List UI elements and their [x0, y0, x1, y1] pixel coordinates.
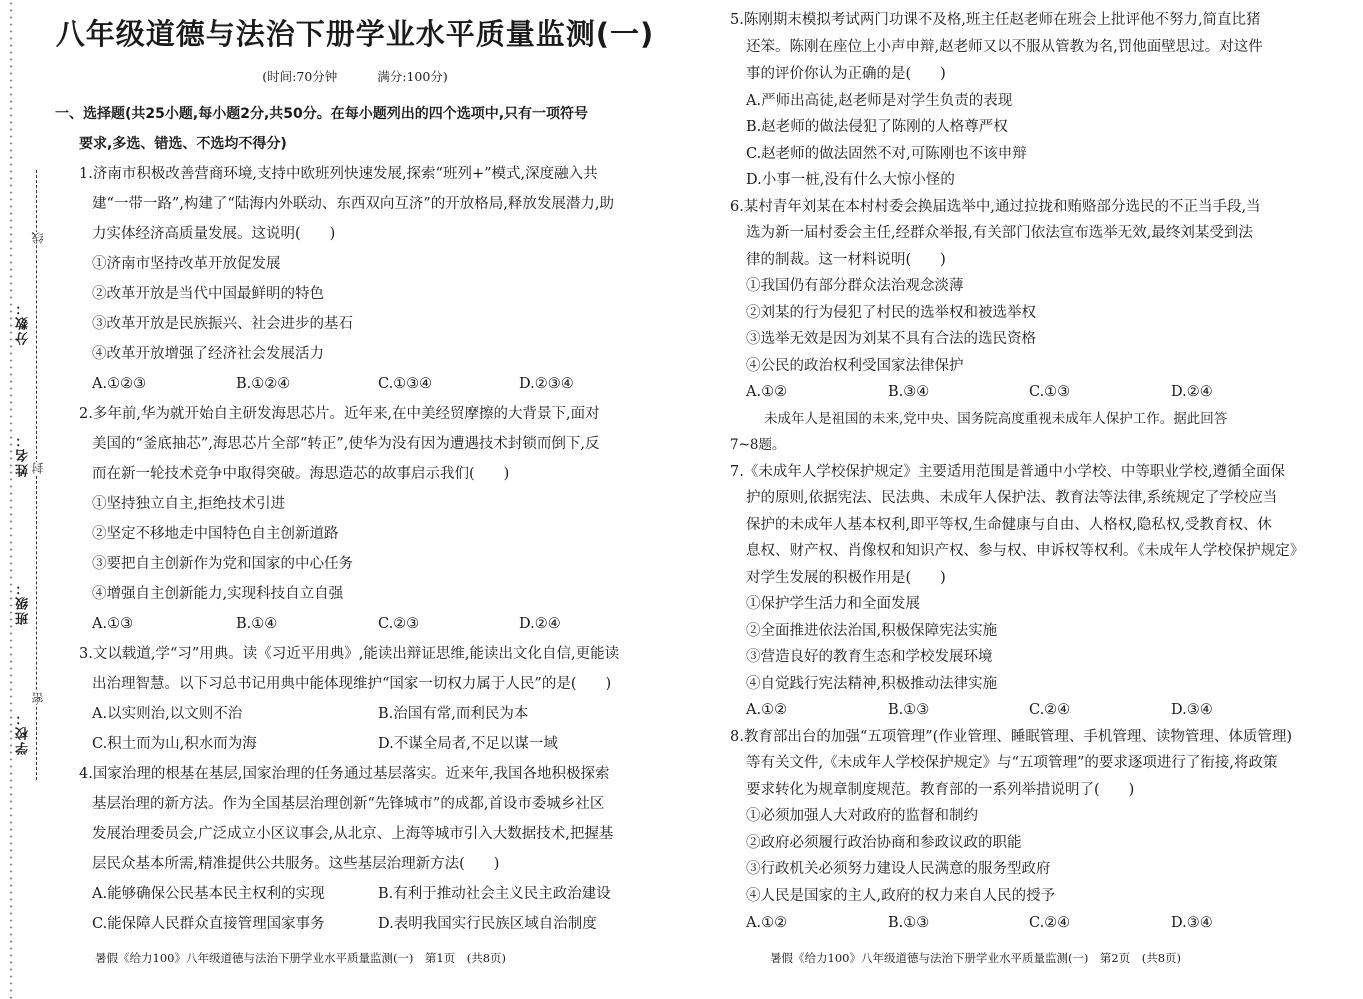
binding-dots — [6, 0, 16, 999]
seal-mark-xian: 线 — [31, 232, 45, 244]
question-text: 8.教育部出台的加强“五项管理”(作业管理、睡眠管理、手机管理、读物管理、体质管理) — [730, 729, 1292, 745]
seal-mark-mi: 密 — [31, 692, 45, 704]
score-field-label: 分数： — [16, 300, 31, 345]
choice-a[interactable]: A.以实则治,以文则不治 — [92, 706, 243, 722]
question-text: 息权、财产权、肖像权和知识产权、参与权、申诉权等权利。《未成年人学校保护规定》 — [746, 543, 1305, 559]
school-field-label: 学校： — [16, 710, 31, 755]
class-field-label: 班级： — [16, 580, 31, 625]
answer-choices — [92, 374, 652, 394]
statement-3: ③行政机关必须努力建设人民满意的服务型政府 — [746, 861, 1051, 877]
choice-a[interactable]: A.①② — [746, 915, 788, 931]
full-score: 满分:100分) — [377, 69, 448, 84]
exam-subtitle — [55, 67, 655, 85]
choice-c[interactable]: C.②③ — [378, 616, 420, 632]
question-text: 等有关文件,《未成年人学校保护规定》与“五项管理”的要求逐项进行了衔接,将政策 — [746, 755, 1278, 771]
statement-3: ③改革开放是民族振兴、社会进步的基石 — [92, 316, 353, 332]
question-text: 3.文以载道,学“习”用典。读《习近平用典》,能读出辩证思维,能读出文化自信,更能读 — [79, 646, 620, 662]
choice-a[interactable]: A.①② — [746, 384, 788, 400]
choice-a[interactable]: A.①② — [746, 702, 788, 718]
choice-d[interactable]: D.表明我国实行民族区域自治制度 — [378, 916, 597, 932]
question-text: 6.某村青年刘某在本村村委会换届选举中,通过拉拢和贿赂部分选民的不正当手段,当 — [730, 199, 1261, 215]
seal-mark-feng: 封 — [31, 462, 45, 474]
choice-d[interactable]: D.③④ — [1171, 915, 1213, 931]
choice-b[interactable]: B.①③ — [888, 915, 930, 931]
choice-b[interactable]: B.治国有常,而利民为本 — [378, 706, 529, 722]
question-text: 保护的未成年人基本权利,即平等权,生命健康与自由、人格权,隐私权,受教育权、休 — [746, 517, 1272, 533]
material-intro-cont: 7~8题。 — [730, 437, 786, 453]
choice-b[interactable]: B.①④ — [236, 616, 278, 632]
answer-choices — [92, 614, 652, 634]
question-text: 还笨。陈刚在座位上小声申辩,赵老师又以不服从管教为名,罚他面壁思过。对这件 — [746, 39, 1263, 55]
choice-c[interactable]: C.②④ — [1029, 702, 1071, 718]
choice-c[interactable]: C.②④ — [1029, 915, 1071, 931]
question-text: 5.陈刚期末模拟考试两门功课不及格,班主任赵老师在班会上批评他不努力,简直比猪 — [730, 12, 1261, 28]
question-text: 1.济南市积极改善营商环境,支持中欧班列快速发展,探索“班列+”模式,深度融入共 — [79, 166, 598, 182]
material-intro: 未成年人是祖国的未来,党中央、国务院高度重视未成年人保护工作。据此回答 — [764, 411, 1228, 427]
statement-1: ①保护学生活力和全面发展 — [746, 596, 920, 612]
question-text: 发展治理委员会,广泛成立小区议事会,从北京、上海等城市引入大数据技术,把握基 — [92, 826, 614, 842]
statement-1: ①坚持独立自主,拒绝技术引进 — [92, 496, 286, 512]
statement-3: ③营造良好的教育生态和学校发展环境 — [746, 649, 993, 665]
statement-1: ①必须加强人大对政府的监督和制约 — [746, 808, 978, 824]
page-footer: 暑假《给力100》八年级道德与法治下册学业水平质量监测(一) 第1页 (共8页) — [95, 951, 507, 965]
statement-2: ②全面推进依法治国,积极保障宪法实施 — [746, 623, 998, 639]
statement-4: ④人民是国家的主人,政府的权力来自人民的授予 — [746, 888, 1056, 904]
statement-4: ④自觉践行宪法精神,积极推动法律实施 — [746, 676, 998, 692]
statement-4: ④公民的政治权利受国家法律保护 — [746, 358, 964, 374]
statement-2: ②坚定不移地走中国特色自主创新道路 — [92, 526, 339, 542]
choice-b[interactable]: B.有利于推动社会主义民主政治建设 — [378, 886, 611, 902]
answer-choices — [92, 914, 652, 934]
question-text: 层民众基本所需,精准提供公共服务。这些基层治理新方法( ) — [92, 856, 500, 872]
choice-c[interactable]: C.①③④ — [378, 376, 433, 392]
statement-3: ③选举无效是因为刘某不具有合法的选民资格 — [746, 331, 1036, 347]
choice-d[interactable]: D.②④ — [1171, 384, 1213, 400]
choice-b[interactable]: B.赵老师的做法侵犯了陈刚的人格尊严权 — [746, 119, 1008, 135]
question-text: 建“一带一路”,构建了“陆海内外联动、东西双向互济”的开放格局,释放发展潜力,助 — [92, 196, 614, 212]
choice-d[interactable]: D.不谋全局者,不足以谋一域 — [378, 736, 558, 752]
binding-strip — [0, 0, 48, 999]
answer-choices — [746, 700, 1306, 720]
statement-2: ②政府必须履行政治协商和参政议政的职能 — [746, 835, 1022, 851]
choice-a[interactable]: A.①②③ — [92, 376, 147, 392]
statement-3: ③要把自主创新作为党和国家的中心任务 — [92, 556, 353, 572]
question-text: 选为新一届村委会主任,经群众举报,有关部门依法宣布选举无效,最终刘某受到法 — [746, 225, 1253, 241]
statement-1: ①济南市坚持改革开放促发展 — [92, 256, 281, 272]
choice-b[interactable]: B.③④ — [888, 384, 930, 400]
statement-4: ④改革开放增强了经济社会发展活力 — [92, 346, 324, 362]
answer-choices — [92, 884, 652, 904]
question-text: 事的评价你认为正确的是( ) — [746, 66, 946, 82]
choice-c[interactable]: C.①③ — [1029, 384, 1071, 400]
statement-2: ②改革开放是当代中国最鲜明的特色 — [92, 286, 324, 302]
exam-title: 八年级道德与法治下册学业水平质量监测(一) — [55, 17, 655, 51]
choice-d[interactable]: D.②④ — [519, 616, 561, 632]
statement-1: ①我国仍有部分群众法治观念淡薄 — [746, 278, 964, 294]
choice-a[interactable]: A.①③ — [92, 616, 134, 632]
question-text: 4.国家治理的根基在基层,国家治理的任务通过基层落实。近来年,我国各地积极探索 — [79, 766, 610, 782]
question-text: 美国的“釜底抽芯”,海思芯片全部“转正”,使华为没有因为遭遇技术封锁而倒下,反 — [92, 436, 600, 452]
question-text: 7.《未成年人学校保护规定》主要适用范围是普通中小学校、中等职业学校,遵循全面保 — [730, 464, 1285, 480]
question-text: 而在新一轮技术竞争中取得突破。海思造芯的故事启示我们( ) — [92, 466, 510, 482]
page-footer: 暑假《给力100》八年级道德与法治下册学业水平质量监测(一) 第2页 (共8页) — [770, 951, 1182, 965]
answer-choices — [746, 382, 1306, 402]
question-text: 护的原则,依据宪法、民法典、未成年人保护法、教育法等法律,系统规定了学校应当 — [746, 490, 1278, 506]
cut-line — [36, 170, 37, 780]
choice-c[interactable]: C.积土而为山,积水而为海 — [92, 736, 257, 752]
name-field-label: 姓名： — [16, 432, 31, 477]
statement-2: ②刘某的行为侵犯了村民的选举权和被选举权 — [746, 305, 1036, 321]
question-text: 律的制裁。这一材料说明( ) — [746, 252, 946, 268]
statement-4: ④增强自主创新能力,实现科技自立自强 — [92, 586, 344, 602]
answer-choices — [92, 704, 652, 724]
choice-d[interactable]: D.②③④ — [519, 376, 574, 392]
choice-a[interactable]: A.能够确保公民基本民主权利的实现 — [92, 886, 325, 902]
question-text: 要求转化为规章制度规范。教育部的一系列举措说明了( ) — [746, 782, 1135, 798]
choice-c[interactable]: C.能保障人民群众直接管理国家事务 — [92, 916, 325, 932]
question-text: 基层治理的新方法。作为全国基层治理创新“先锋城市”的成都,首设市委城乡社区 — [92, 796, 605, 812]
question-text: 出治理智慧。以下习总书记用典中能体现维护“国家一切权力属于人民”的是( ) — [92, 676, 612, 692]
section-header: 一、选择题(共25小题,每小题2分,共50分。在每小题列出的四个选项中,只有一项符号 — [55, 106, 589, 122]
answer-choices — [746, 913, 1306, 933]
question-text: 对学生发展的积极作用是( ) — [746, 570, 946, 586]
section-header-cont: 要求,多选、错选、不选均不得分) — [79, 136, 287, 152]
choice-b[interactable]: B.①②④ — [236, 376, 291, 392]
choice-b[interactable]: B.①③ — [888, 702, 930, 718]
time-limit: (时间:70分钟 — [262, 69, 338, 84]
question-text: 力实体经济高质量发展。这说明( ) — [92, 226, 336, 242]
choice-d[interactable]: D.小事一桩,没有什么大惊小怪的 — [746, 172, 955, 188]
choice-c[interactable]: C.赵老师的做法固然不对,可陈刚也不该申辩 — [746, 146, 1027, 162]
answer-choices — [92, 734, 652, 754]
question-text: 2.多年前,华为就开始自主研发海思芯片。近年来,在中美经贸摩擦的大背景下,面对 — [79, 406, 600, 422]
choice-a[interactable]: A.严师出高徒,赵老师是对学生负责的表现 — [746, 93, 1013, 109]
choice-d[interactable]: D.③④ — [1171, 702, 1213, 718]
